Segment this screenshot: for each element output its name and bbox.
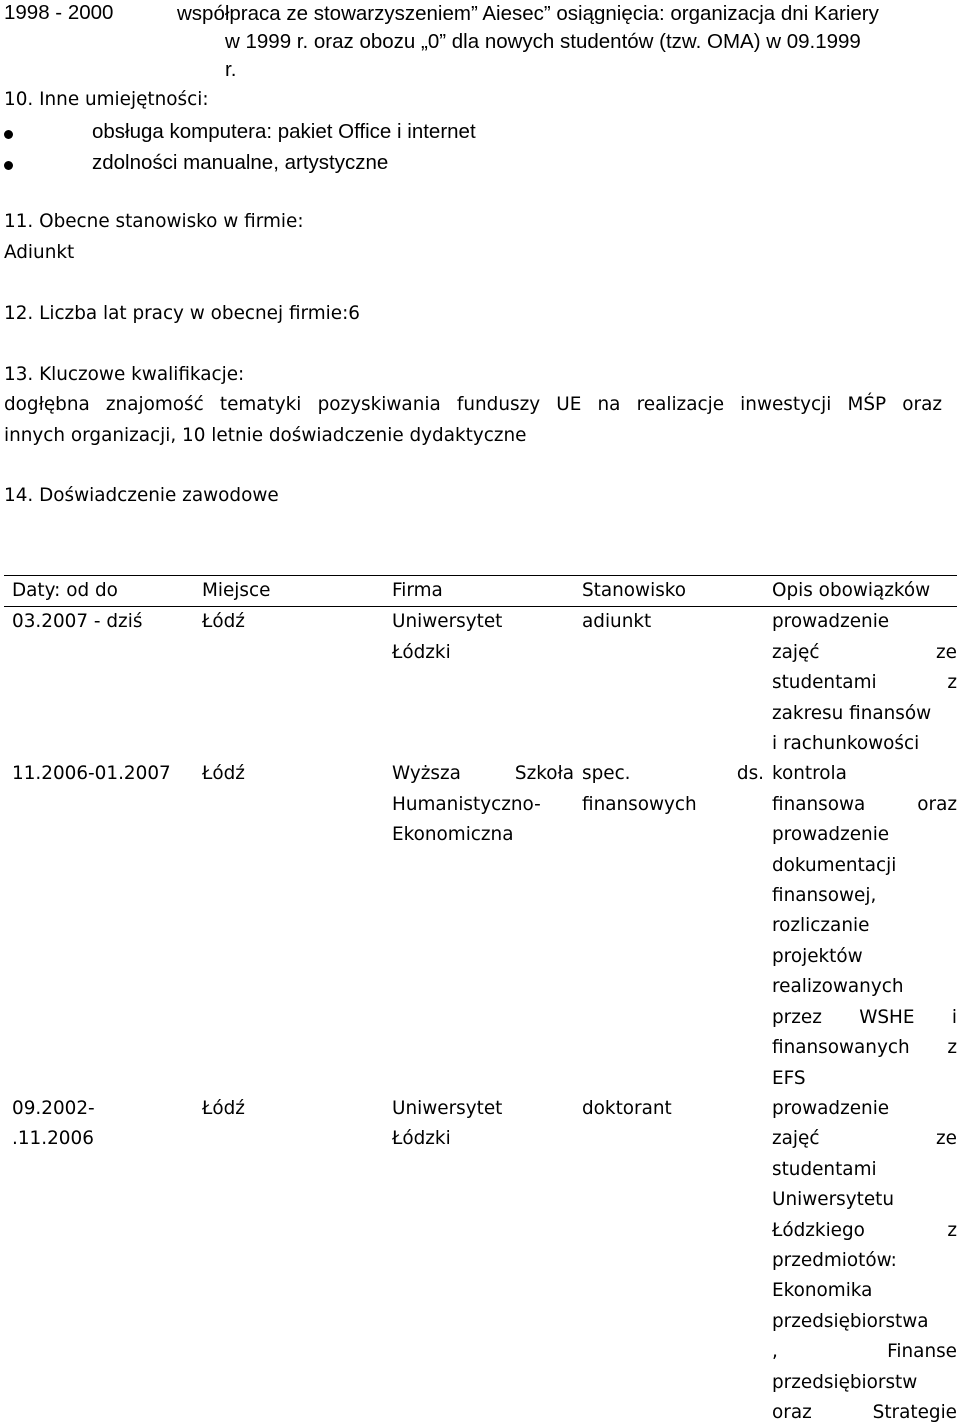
- word: przez: [772, 1006, 822, 1028]
- cell-duties: [764, 759, 957, 1093]
- column-header-company: Firma: [384, 576, 574, 607]
- experience-table: [4, 575, 957, 1428]
- section-13-heading: 13. Kluczowe kwalifikacje:: [4, 364, 245, 385]
- qualifications-line-1: dogłębna znajomość tematyki pozyskiwania funduszy UE na realizacje inwestycji MŚP oraz: [4, 394, 942, 415]
- duties-line: realizowanych: [772, 976, 904, 998]
- cell-dates: [4, 759, 194, 1093]
- cell-place: [194, 607, 384, 760]
- table-row: [4, 607, 957, 760]
- table-row: [4, 1094, 957, 1428]
- word: ,: [772, 1341, 778, 1363]
- cell-company: [384, 1094, 574, 1428]
- position-line: doktorant: [582, 1097, 672, 1119]
- duties-line: [772, 668, 957, 698]
- position-line: adiunkt: [582, 611, 652, 633]
- position-line: finansowych: [582, 793, 697, 815]
- word: zajęć: [772, 1128, 820, 1150]
- education-dates: 1998 - 2000: [4, 1, 114, 24]
- duties-line: przedsiębiorstw: [772, 1371, 918, 1393]
- company-line: Łódzki: [392, 641, 451, 663]
- word: WSHE: [859, 1006, 915, 1028]
- word: spec.: [582, 763, 631, 785]
- duties-line: finansowej,: [772, 885, 877, 907]
- column-header-dates: Daty: od do: [4, 576, 194, 607]
- section-14-heading: 14. Doświadczenie zawodowe: [4, 485, 279, 506]
- word: ds.: [736, 763, 764, 785]
- dates-line: 11.2006-01.2007: [12, 763, 171, 785]
- place-line: Łódź: [202, 763, 245, 785]
- duties-line: [772, 1003, 957, 1033]
- bullet-icon: [4, 161, 13, 170]
- cell-duties: [764, 1094, 957, 1428]
- dates-line: .11.2006: [12, 1128, 94, 1150]
- skill-text: obsługa komputera: pakiet Office i internet: [92, 120, 476, 143]
- company-line: Uniwersytet: [392, 1097, 503, 1119]
- company-line: Łódzki: [392, 1128, 451, 1150]
- word: ze: [936, 641, 957, 663]
- duties-line: zakresu finansów: [772, 702, 932, 724]
- column-header-duties: Opis obowiązków: [764, 576, 957, 607]
- duties-line: [772, 1033, 957, 1063]
- word: z: [947, 672, 957, 694]
- duties-text: [772, 1337, 957, 1367]
- duties-line: prowadzenie: [772, 1097, 890, 1119]
- duties-text: [772, 668, 957, 698]
- place-line: Łódź: [202, 1097, 245, 1119]
- column-header-position: Stanowisko: [574, 576, 764, 607]
- dates-line: 09.2002-: [12, 1097, 95, 1119]
- section-10-heading: 10. Inne umiejętności:: [4, 89, 209, 110]
- duties-line: [772, 1398, 957, 1428]
- cell-position: [574, 759, 764, 1093]
- word: finansowa: [772, 793, 866, 815]
- word: studentami: [772, 672, 877, 694]
- word: oraz: [772, 1401, 812, 1423]
- word: z: [947, 1219, 957, 1241]
- word: Łódzkiego: [772, 1219, 865, 1241]
- education-description: [177, 0, 947, 84]
- current-position-value: Adiunkt: [4, 242, 75, 263]
- duties-text: [772, 790, 957, 820]
- duties-line: [772, 638, 957, 668]
- word: Szkoła: [514, 763, 574, 785]
- dates-line: 03.2007 - dziś: [12, 611, 143, 633]
- company-line: Ekonomiczna: [392, 824, 514, 846]
- company-line: [392, 759, 574, 789]
- cell-position: [574, 607, 764, 760]
- duties-line: Ekonomika: [772, 1280, 873, 1302]
- section-12-heading: 12. Liczba lat pracy w obecnej firmie:6: [4, 303, 361, 324]
- company-line: Uniwersytet: [392, 611, 503, 633]
- education-line-2: w 1999 r. oraz obozu „0” dla nowych studentów (tzw. OMA) w 09.1999: [225, 30, 861, 53]
- column-header-place: Miejsce: [194, 576, 384, 607]
- cell-company: [384, 759, 574, 1093]
- education-line-3: r.: [225, 58, 237, 81]
- bullet-icon: [4, 130, 13, 139]
- duties-text: [772, 1216, 957, 1246]
- cell-dates: [4, 607, 194, 760]
- duties-line: prowadzenie: [772, 611, 890, 633]
- company-text: [392, 759, 574, 789]
- cell-position: [574, 1094, 764, 1428]
- duties-line: rozliczanie: [772, 915, 870, 937]
- duties-line: studentami: [772, 1158, 877, 1180]
- skill-text: zdolności manualne, artystyczne: [92, 151, 389, 174]
- position-text: [582, 759, 764, 789]
- company-line: Humanistyczno-: [392, 793, 541, 815]
- qualifications-line-2: innych organizacji, 10 letnie doświadczenie dydaktyczne: [4, 425, 527, 446]
- duties-line: EFS: [772, 1067, 806, 1089]
- table-header-row: [4, 576, 957, 607]
- duties-line: przedsiębiorstwa: [772, 1310, 929, 1332]
- word: Wyższa: [392, 763, 461, 785]
- duties-line: kontrola: [772, 763, 847, 785]
- word: ze: [936, 1128, 957, 1150]
- word: i: [951, 1006, 957, 1028]
- word: oraz: [917, 793, 957, 815]
- word: finansowanych: [772, 1037, 910, 1059]
- word: Strategie: [872, 1401, 957, 1423]
- cell-dates: [4, 1094, 194, 1428]
- cell-company: [384, 607, 574, 760]
- word: zajęć: [772, 641, 820, 663]
- duties-line: i rachunkowości: [772, 733, 920, 755]
- cell-place: [194, 759, 384, 1093]
- position-line: [582, 759, 764, 789]
- duties-text: [772, 1003, 957, 1033]
- duties-line: prowadzenie: [772, 824, 890, 846]
- section-11-heading: 11. Obecne stanowisko w firmie:: [4, 211, 304, 232]
- duties-line: Uniwersytetu: [772, 1189, 894, 1211]
- duties-line: [772, 1124, 957, 1154]
- duties-line: dokumentacji: [772, 854, 897, 876]
- table-row: [4, 759, 957, 1093]
- education-line-1: współpraca ze stowarzyszeniem” Aiesec” osiągnięcia: organizacja dni Kariery: [177, 2, 879, 25]
- duties-line: przedmiotów:: [772, 1249, 897, 1271]
- word: Finanse: [887, 1341, 957, 1363]
- duties-text: [772, 1033, 957, 1063]
- duties-line: projektów: [772, 945, 863, 967]
- place-line: Łódź: [202, 611, 245, 633]
- duties-text: [772, 1398, 957, 1428]
- word: z: [947, 1037, 957, 1059]
- duties-text: [772, 1124, 957, 1154]
- duties-line: [772, 790, 957, 820]
- duties-line: [772, 1216, 957, 1246]
- duties-line: [772, 1337, 957, 1367]
- cell-place: [194, 1094, 384, 1428]
- duties-text: [772, 638, 957, 668]
- cell-duties: [764, 607, 957, 760]
